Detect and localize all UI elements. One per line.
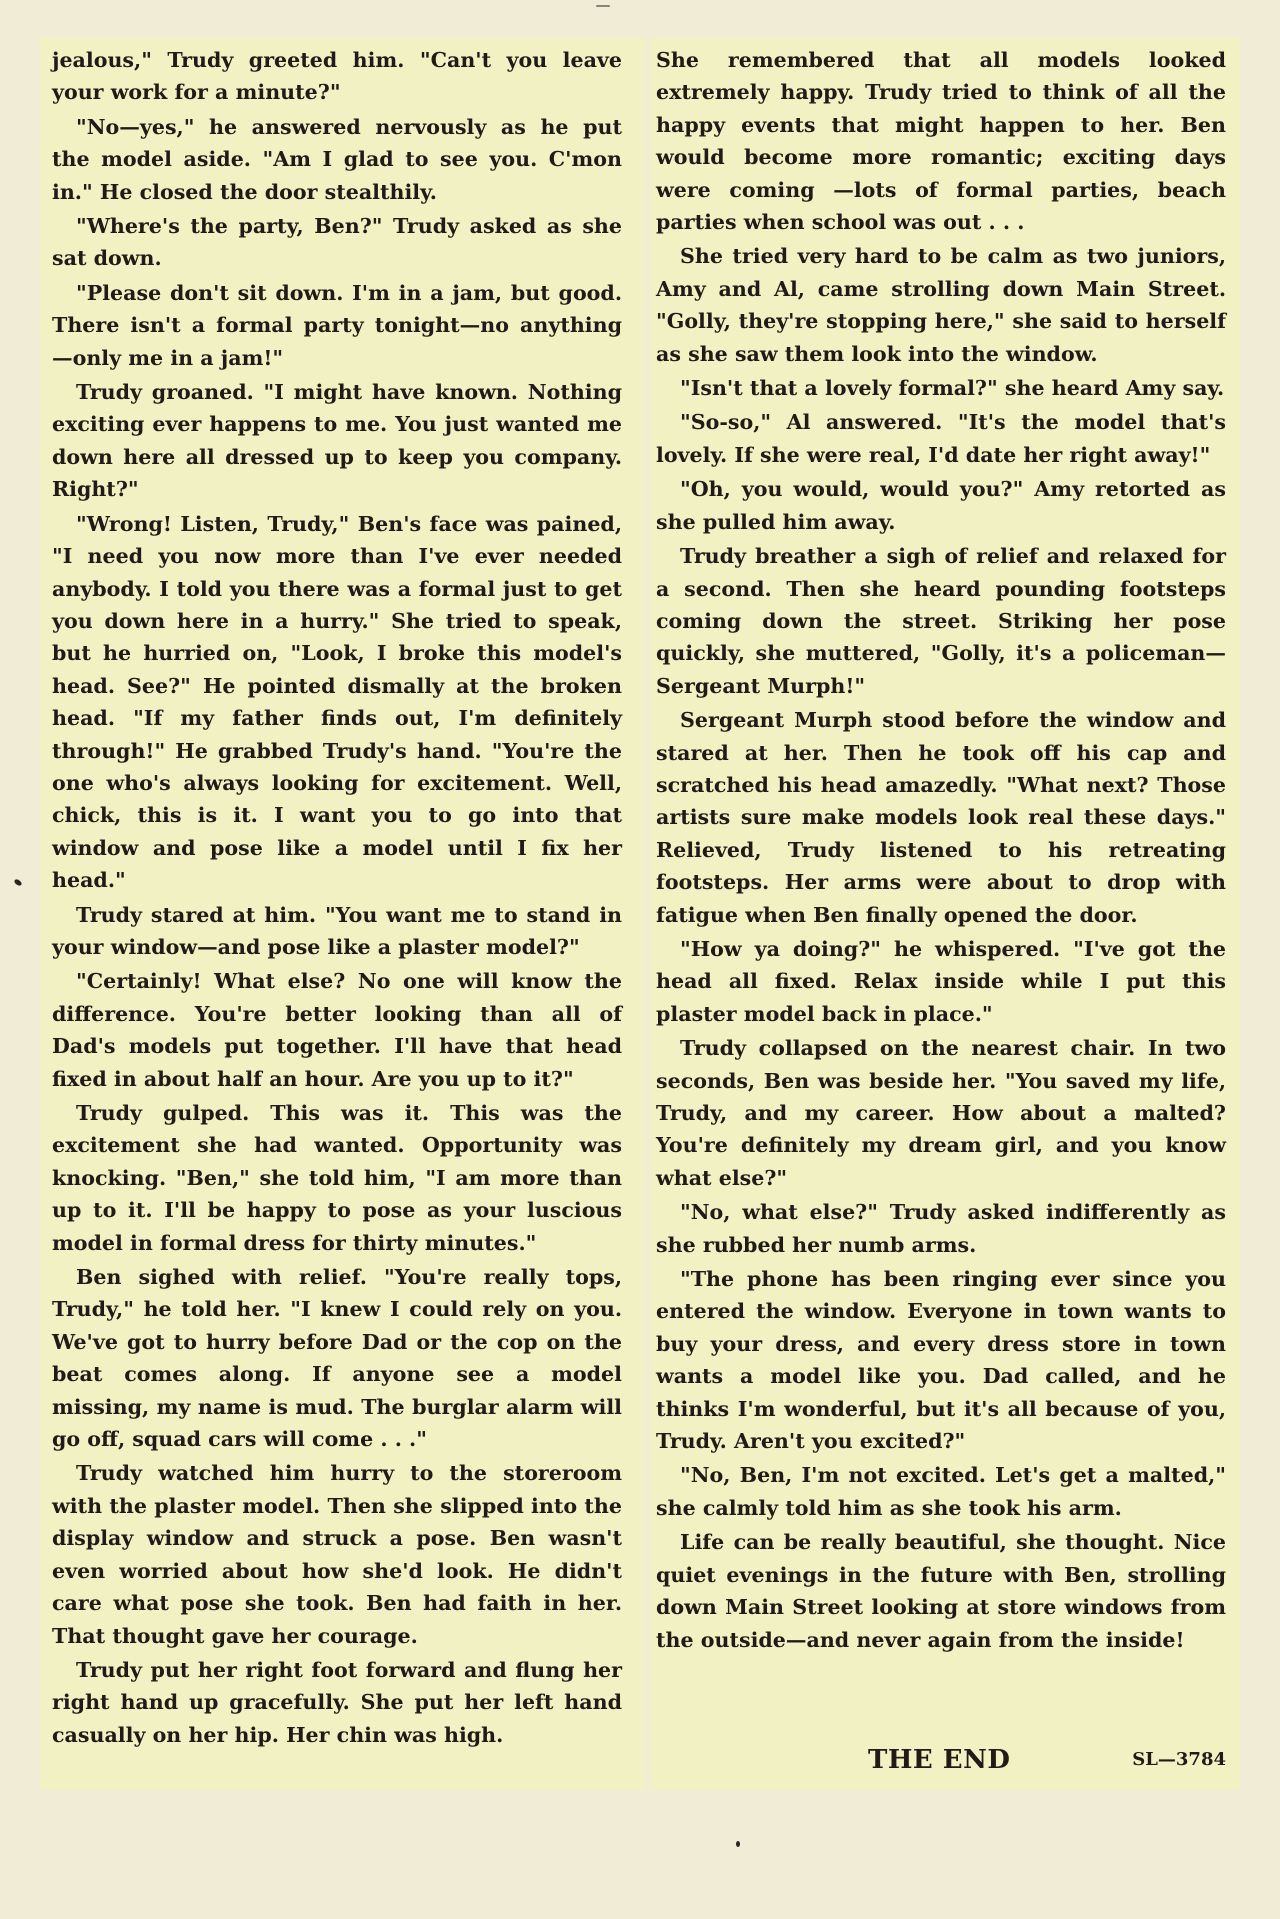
- paragraph: "Wrong! Listen, Trudy," Ben's face was pained, "I need you now more than I've ever needed anybody. I told you there was a formal just to get you down here in a hurry." She tried to speak, but he hurried on, "Look, I broke this model's head. See?" He pointed dismally at the broken head. "If my father finds out, I'm definitely through!" He grabbed Trudy's hand. "You're the one who's always looking for excitement. Well, chick, this is it. I want you to go into that window and pose like a model until I fix her head.": [52, 511, 622, 893]
- paragraph: Life can be really beautiful, she thought. Nice quiet evenings in the future with Ben, strolling down Main Street looking at store windows from the outside—and never again from the inside!: [656, 1530, 1226, 1652]
- left-column: [52, 44, 622, 1747]
- paragraph: "Where's the party, Ben?" Trudy asked as she sat down.: [52, 214, 622, 271]
- story-code: SL—3784: [1132, 1749, 1226, 1770]
- ink-speck: [736, 1841, 740, 1847]
- paragraph: "Certainly! What else? No one will know the difference. You're better looking than all of Dad's models put together. I'll have that head fixed in about half an hour. Are you up to it?": [52, 969, 622, 1091]
- paragraph: Trudy groaned. "I might have known. Nothing exciting ever happens to me. You just wanted me down here all dressed up to keep you company. Right?": [52, 380, 622, 502]
- paragraph: Ben sighed with relief. "You're really tops, Trudy," he told her. "I knew I could rely on you. We've got to hurry before Dad or the cop on the beat comes along. If anyone see a model missing, my name is mud. The burglar alarm will go off, squad cars will come . . .": [52, 1265, 622, 1452]
- footer: [656, 1745, 1226, 1785]
- paragraph: "No—yes," he answered nervously as he put the model aside. "Am I glad to see you. C'mon in." He closed the door stealthily.: [52, 114, 622, 204]
- paragraph: Trudy breather a sigh of relief and relaxed for a second. Then she heard pounding footsteps coming down the street. Striking her pose quickly, she muttered, "Golly, it's a policeman—Sergeant Murph!": [656, 544, 1226, 698]
- ink-speck: [596, 5, 610, 7]
- the-end-label: THE END: [868, 1745, 1011, 1775]
- paragraph: Trudy put her right foot forward and flung her right hand up gracefully. She put her left hand casually on her hip. Her chin was high.: [52, 1657, 622, 1747]
- paragraph: She tried very hard to be calm as two juniors, Amy and Al, came strolling down Main Street. "Golly, they're stopping here," she said to herself as she saw them look into the window.: [656, 244, 1226, 366]
- paragraph: "The phone has been ringing ever since you entered the window. Everyone in town wants to buy your dress, and every dress store in town wants a model like you. Dad called, and he thinks I'm wonderful, but it's all because of you, Trudy. Aren't you excited?": [656, 1267, 1226, 1454]
- paragraph: "Isn't that a lovely formal?" she heard Amy say.: [680, 376, 1225, 401]
- paragraph: Trudy watched him hurry to the storeroom with the plaster model. Then she slipped into the display window and struck a pose. Ben wasn't even worried about how she'd look. He didn't care what pose she took. Ben had faith in her. That thought gave her courage.: [52, 1461, 622, 1648]
- ink-speck: [13, 878, 22, 887]
- paragraph: Trudy stared at him. "You want me to stand in your window—and pose like a plaster model?": [52, 902, 622, 959]
- paragraph: Trudy gulped. This was it. This was the excitement she had wanted. Opportunity was knocking. "Ben," she told him, "I am more than up to it. I'll be happy to pose as your luscious model in formal dress for thirty minutes.": [52, 1101, 622, 1255]
- paragraph: Sergeant Murph stood before the window and stared at her. Then he took off his cap and scratched his head amazedly. "What next? Those artists sure make models look real these days." Relieved, Trudy listened to his retreating footsteps. Her arms were about to drop with fatigue when Ben finally opened the door.: [656, 708, 1226, 927]
- paragraph: She remembered that all models looked extremely happy. Trudy tried to think of all the happy events that might happen to her. Ben would become more romantic; exciting days were coming —lots of formal parties, beach parties when school was out . . .: [656, 48, 1226, 235]
- paragraph: "Please don't sit down. I'm in a jam, but good. There isn't a formal party tonight—no anything —only me in a jam!": [52, 280, 622, 370]
- paragraph: "Oh, you would, would you?" Amy retorted as she pulled him away.: [656, 477, 1226, 534]
- paragraph: "So-so," Al answered. "It's the model that's lovely. If she were real, I'd date her right away!": [656, 410, 1226, 467]
- paragraph: Trudy collapsed on the nearest chair. In two seconds, Ben was beside her. "You saved my life, Trudy, and my career. How about a malted? You're definitely my dream girl, and you know what else?": [656, 1036, 1226, 1190]
- paragraph: jealous," Trudy greeted him. "Can't you leave your work for a minute?": [52, 48, 622, 105]
- paragraph: "No, what else?" Trudy asked indifferently as she rubbed her numb arms.: [656, 1200, 1226, 1257]
- right-column: [656, 44, 1226, 1669]
- paragraph: "How ya doing?" he whispered. "I've got the head all fixed. Relax inside while I put this plaster model back in place.": [656, 936, 1226, 1026]
- paragraph: "No, Ben, I'm not excited. Let's get a malted," she calmly told him as she took his arm.: [656, 1463, 1226, 1520]
